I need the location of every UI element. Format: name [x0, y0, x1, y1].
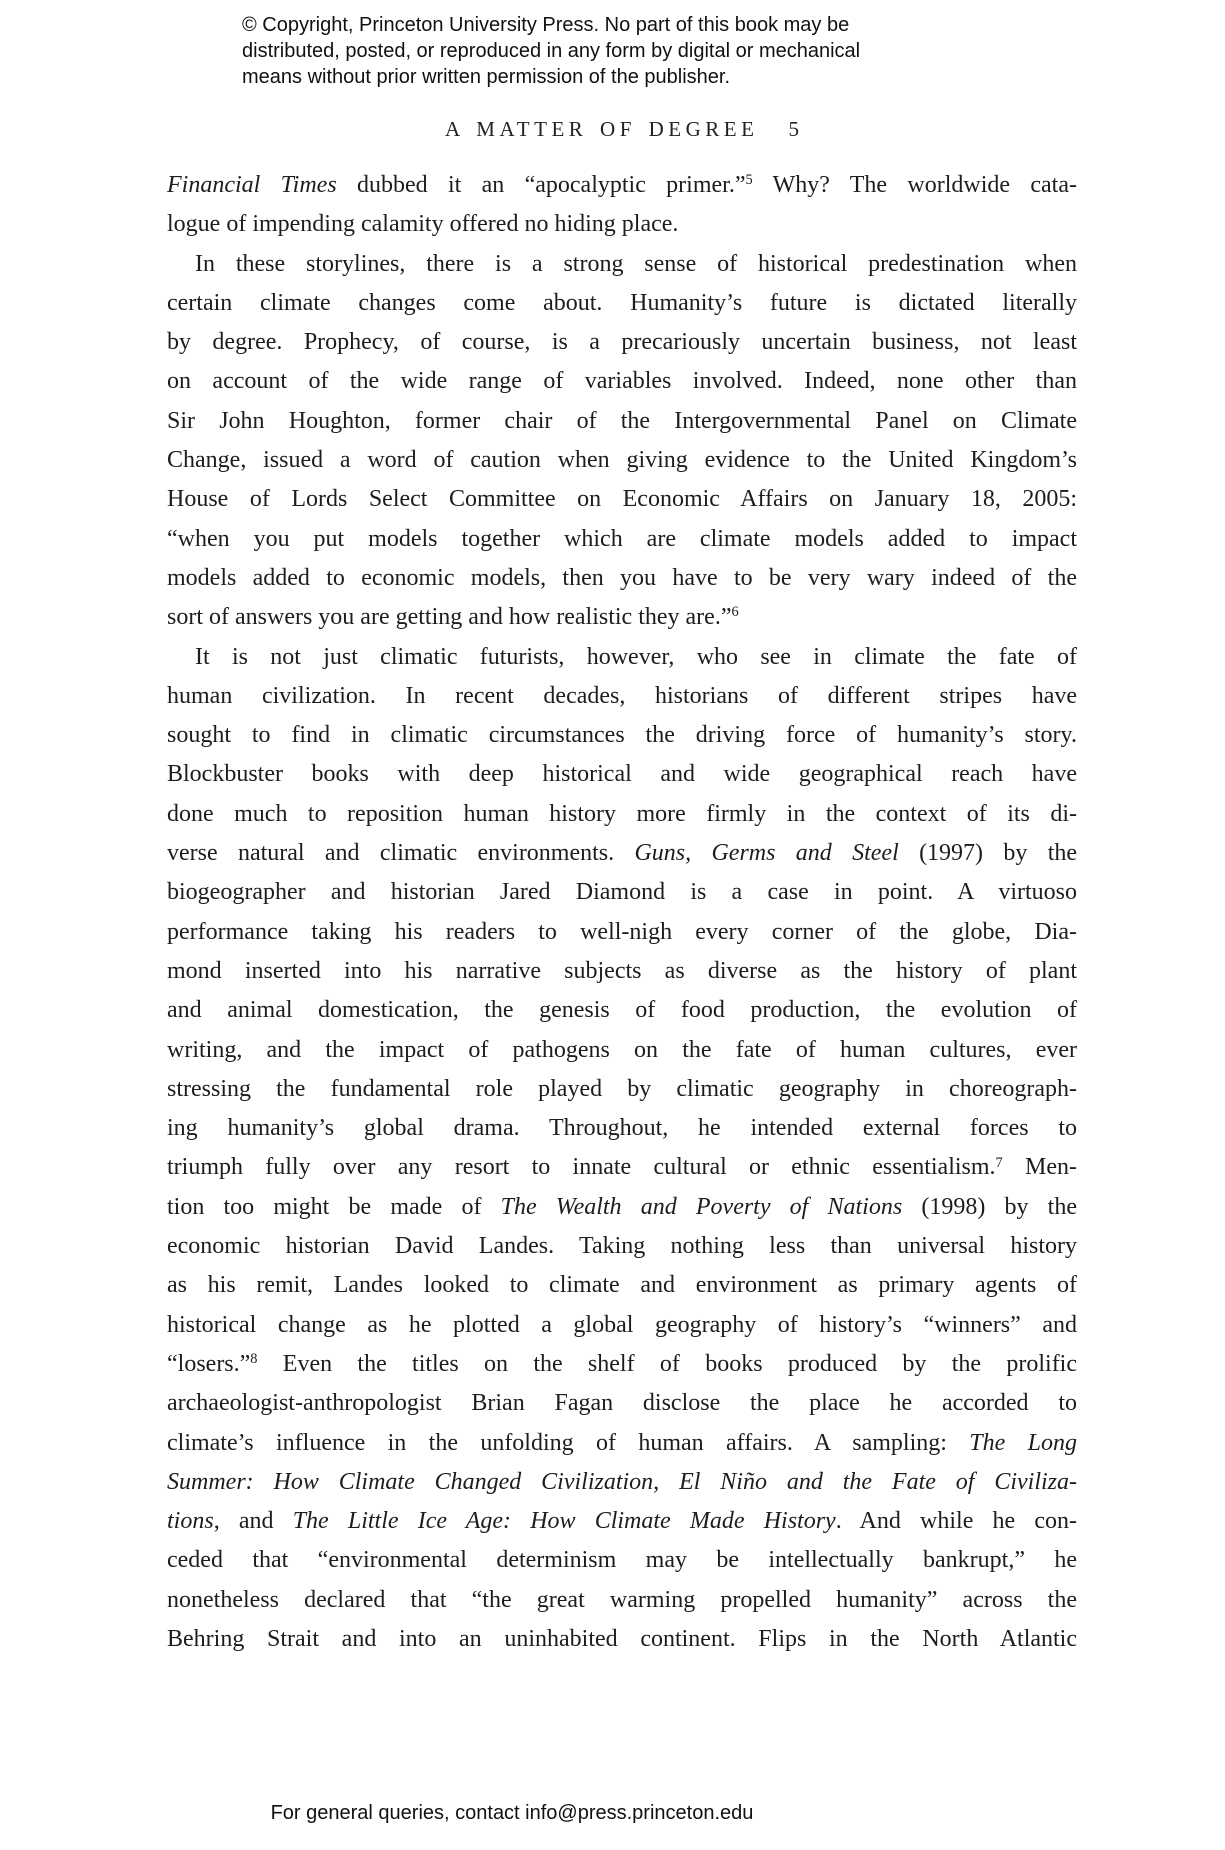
body-line: logue of impending calamity offered no hiding place. — [167, 211, 679, 238]
body-line: ing humanity’s global drama. Throughout, he intended external forces to — [167, 1115, 1077, 1142]
page-number: 5 — [788, 117, 799, 141]
body-line: done much to reposition human history more firmly in the context of its di- — [167, 800, 1077, 827]
body-line: stressing the fundamental role played by climatic geography in choreograph- — [167, 1075, 1077, 1102]
body-line: nonetheless declared that “the great warming propelled humanity” across the — [167, 1586, 1077, 1613]
footer-contact-text: For general queries, contact info@press.princeton.edu — [270, 1802, 754, 1824]
body-line: climate’s influence in the unfolding of human affairs. A sampling: The Long — [167, 1429, 1077, 1456]
copyright-line: © Copyright, Princeton University Press. No part of this book may be — [242, 14, 850, 36]
body-line: human civilization. In recent decades, historians of different stripes have — [167, 682, 1077, 709]
body-line: by degree. Prophecy, of course, is a precariously uncertain business, not least — [167, 329, 1077, 356]
body-line: tion too might be made of The Wealth and Poverty of Nations (1998) by the — [167, 1193, 1077, 1220]
copyright-line: distributed, posted, or reproduced in any form by digital or mechanical — [242, 40, 861, 62]
body-line: sought to find in climatic circumstances the driving force of humanity’s story. — [167, 722, 1077, 749]
body-line: historical change as he plotted a global geography of history’s “winners” and — [167, 1311, 1077, 1338]
body-line: Behring Strait and into an uninhabited continent. Flips in the North Atlantic — [167, 1625, 1077, 1652]
body-line: triumph fully over any resort to innate cultural or ethnic essentialism.$^7$ Men- — [167, 1154, 1078, 1181]
body-line: House of Lords Select Committee on Economic Affairs on January 18, 2005: — [167, 486, 1077, 513]
body-line: In these storylines, there is a strong sense of historical predestination when — [195, 250, 1077, 277]
body-line: It is not just climatic futurists, however, who see in climate the fate of — [195, 643, 1077, 670]
body-line: sort of answers you are getting and how realistic they are.”$^6$ — [167, 604, 739, 631]
body-line: “when you put models together which are climate models added to impact — [167, 525, 1077, 552]
body-line: tions, and The Little Ice Age: How Climate Made History. And while he con- — [167, 1508, 1078, 1535]
footnote-ref: 5 — [745, 172, 753, 189]
body-line: on account of the wide range of variables involved. Indeed, none other than — [167, 368, 1077, 395]
body-line: ceded that “environmental determinism may be intellectually bankrupt,” he — [167, 1547, 1077, 1574]
body-line: Financial Times dubbed it an “apocalyptic primer.”$^5$ Why? The worldwide cata- — [167, 172, 1077, 198]
body-line: economic historian David Landes. Taking nothing less than universal history — [167, 1233, 1077, 1260]
body-line: as his remit, Landes looked to climate and environment as primary agents of — [167, 1272, 1077, 1299]
body-line: and animal domestication, the genesis of food production, the evolution of — [167, 997, 1077, 1024]
body-text — [167, 166, 1077, 1659]
body-line: biogeographer and historian Jared Diamond is a case in point. A virtuoso — [167, 879, 1077, 906]
body-line: writing, and the impact of pathogens on the fate of human cultures, ever — [167, 1036, 1077, 1063]
body-line: verse natural and climatic environments. Guns, Germs and Steel (1997) by the — [167, 840, 1078, 867]
footnote-ref: 6 — [731, 604, 739, 621]
body-line: “losers.”$^8$ Even the titles on the shelf of books produced by the prolific — [167, 1350, 1077, 1377]
body-line: Sir John Houghton, former chair of the Intergovernmental Panel on Climate — [167, 407, 1077, 434]
body-line: Summer: How Climate Changed Civilization, El Niño and the Fate of Civiliza- — [167, 1468, 1077, 1495]
running-header — [167, 117, 1077, 142]
body-line: performance taking his readers to well-nigh every corner of the globe, Dia- — [167, 918, 1077, 945]
body-line: mond inserted into his narrative subjects as diverse as the history of plant — [167, 957, 1077, 984]
running-header-title: A MATTER OF DEGREE — [445, 117, 759, 141]
body-line: archaeologist-anthropologist Brian Fagan disclose the place he accorded to — [167, 1390, 1077, 1417]
page-footer — [0, 1802, 1024, 1825]
footnote-ref: 7 — [995, 1154, 1003, 1171]
copyright-line: means without prior written permission of the publisher. — [242, 66, 731, 88]
body-line: Blockbuster books with deep historical and wide geographical reach have — [167, 761, 1077, 788]
body-line: certain climate changes come about. Humanity’s future is dictated literally — [167, 289, 1077, 316]
body-line: Change, issued a word of caution when giving evidence to the United Kingdom’s — [167, 447, 1077, 474]
copyright-notice — [242, 12, 860, 90]
footnote-ref: 8 — [250, 1351, 258, 1367]
body-line: models added to economic models, then you have to be very wary indeed of the — [167, 564, 1077, 591]
